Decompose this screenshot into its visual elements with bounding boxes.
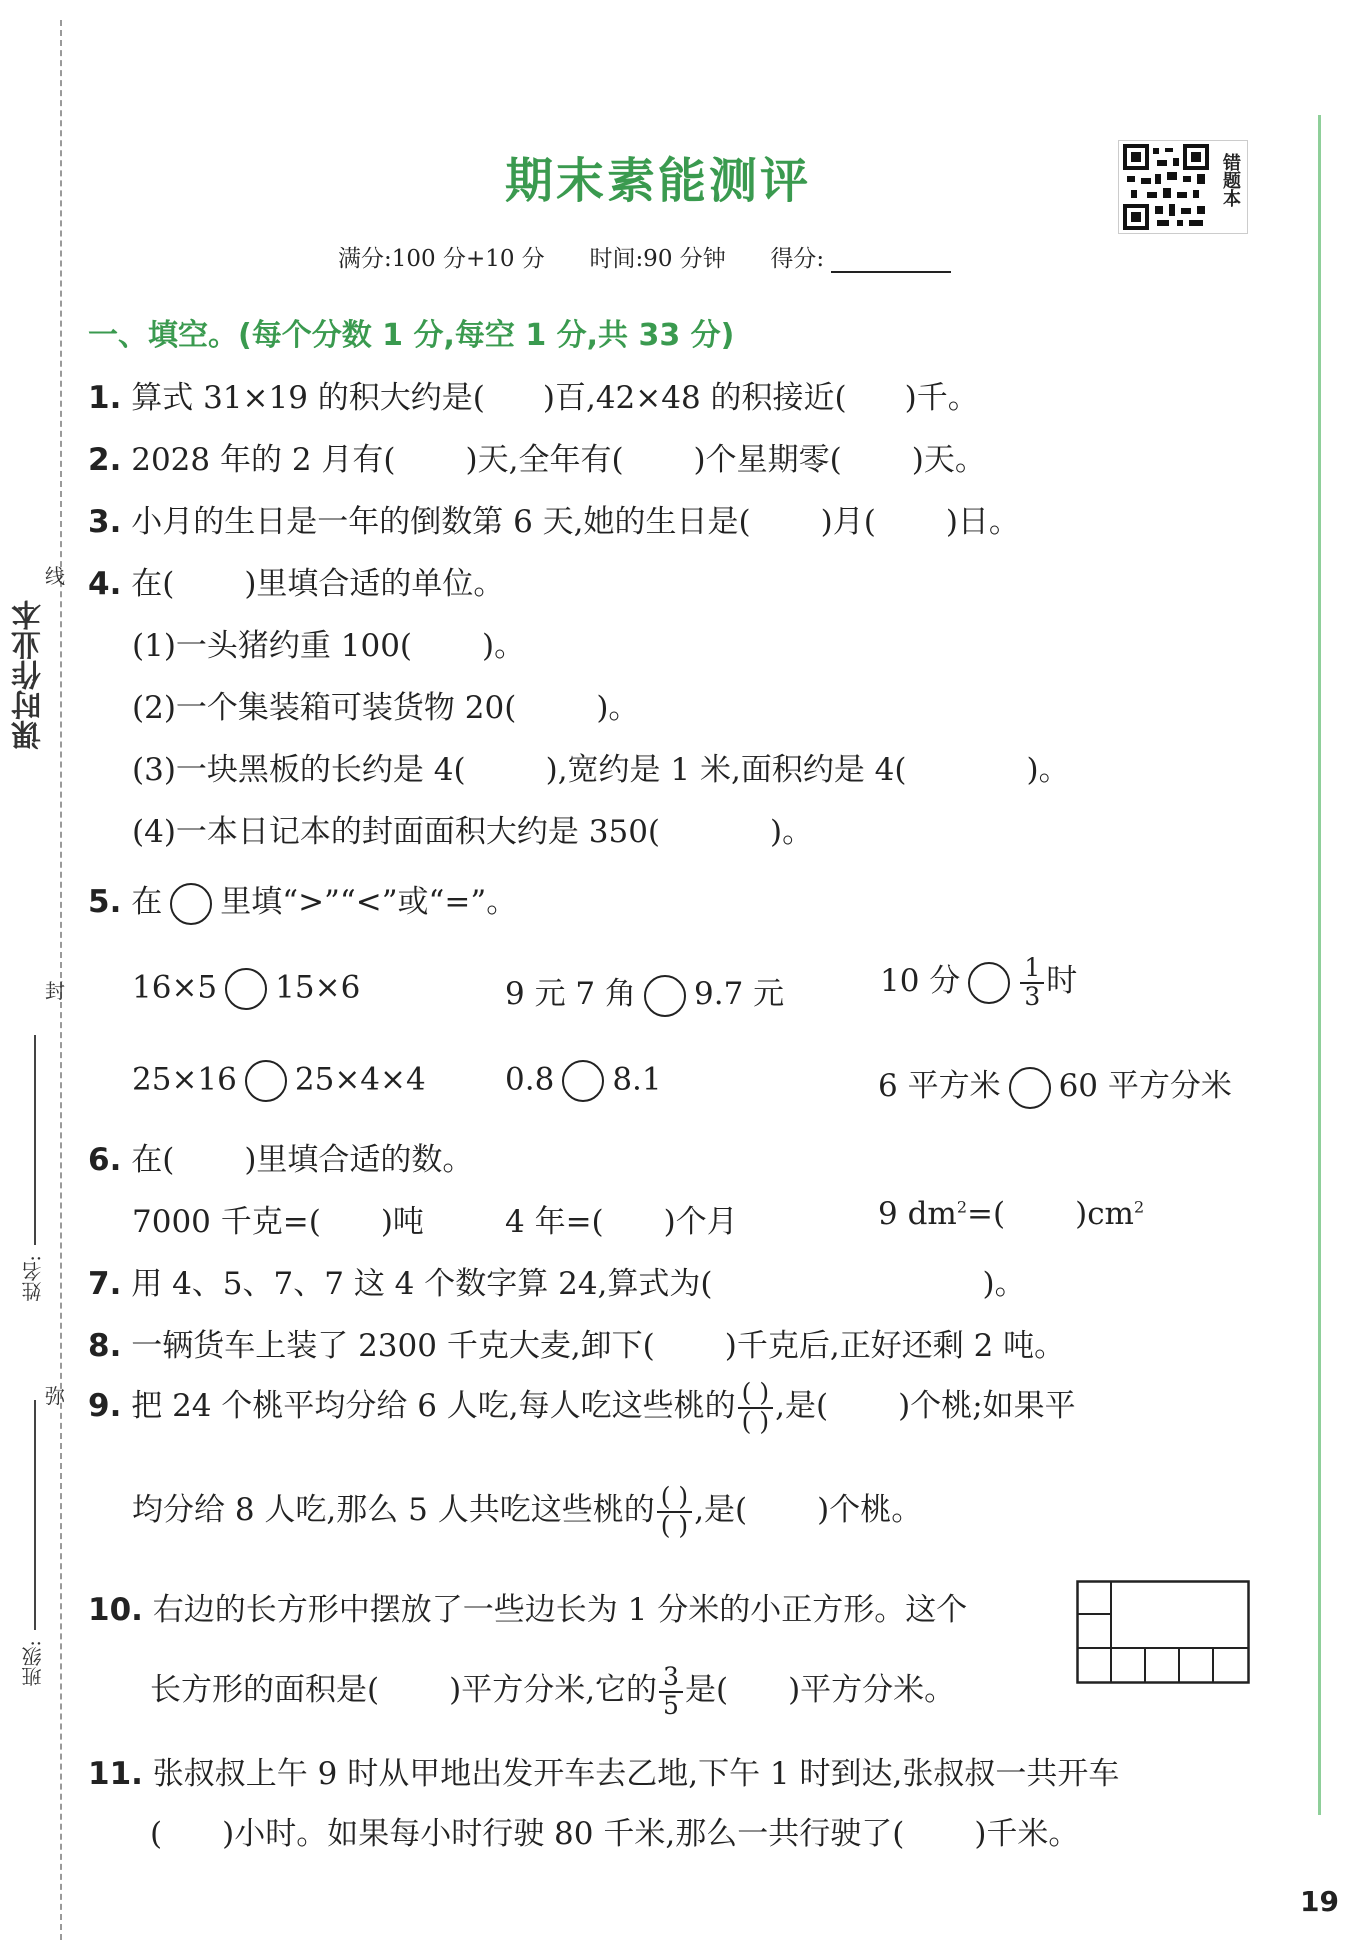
text: 长方形的面积是( bbox=[150, 1672, 380, 1708]
compare-circle[interactable] bbox=[1009, 1067, 1051, 1109]
question-number: 9. bbox=[88, 1388, 122, 1424]
question-number: 1. bbox=[88, 380, 122, 416]
text: 张叔叔上午 9 时从甲地出发开车去乙地,下午 1 时到达,张叔叔一共开车 bbox=[152, 1756, 1120, 1792]
text: =( bbox=[967, 1196, 1006, 1232]
class-label: 班级: bbox=[21, 1640, 45, 1687]
text: )月( bbox=[820, 504, 876, 540]
text: 在( bbox=[131, 1142, 175, 1178]
text: 小月的生日是一年的倒数第 6 天,她的生日是( bbox=[131, 504, 751, 540]
text: ( bbox=[150, 1816, 163, 1852]
text: ),宽约是 1 米,面积约是 4( bbox=[545, 752, 907, 788]
text: 9 元 7 角 bbox=[505, 976, 637, 1012]
text: (3)一块黑板的长约是 4( bbox=[132, 752, 466, 788]
text: )个星期零( bbox=[693, 442, 842, 478]
text: )里填合适的数。 bbox=[244, 1142, 474, 1178]
text: )个月 bbox=[663, 1204, 738, 1240]
superscript: 2 bbox=[1133, 1197, 1145, 1217]
text: ,是( bbox=[694, 1492, 748, 1528]
text: (1)一头猪约重 100( bbox=[132, 628, 413, 664]
text: ,是( bbox=[775, 1388, 829, 1424]
text: )千。 bbox=[904, 380, 979, 416]
question-number: 6. bbox=[88, 1142, 122, 1178]
numerator: ( ) bbox=[741, 1378, 770, 1408]
side-line-label: 线 bbox=[45, 564, 65, 588]
question-number: 2. bbox=[88, 442, 122, 478]
question-3 bbox=[88, 496, 1020, 541]
text: 用 4、5、7、7 这 4 个数字算 24,算式为( bbox=[131, 1266, 713, 1302]
text: 6 平方米 bbox=[878, 1068, 1001, 1104]
compare-item bbox=[132, 968, 360, 1010]
name-line bbox=[34, 1035, 36, 1245]
text: )天,全年有( bbox=[465, 442, 624, 478]
question-1 bbox=[88, 372, 979, 417]
text: 9 dm bbox=[878, 1196, 957, 1232]
question-number: 3. bbox=[88, 504, 122, 540]
section-title: 一、填空。(每个分数 1 分,每空 1 分,共 33 分) bbox=[88, 318, 735, 353]
class-line bbox=[34, 1400, 36, 1630]
rectangle-grid-figure bbox=[1076, 1580, 1252, 1686]
text: 里填“>”“<”或“=”。 bbox=[220, 884, 518, 920]
score-field[interactable] bbox=[831, 247, 951, 273]
denominator: 3 bbox=[1020, 982, 1044, 1010]
question-number: 11. bbox=[88, 1756, 143, 1792]
question-9 bbox=[88, 1380, 1076, 1435]
compare-item bbox=[132, 1060, 426, 1102]
compare-circle[interactable] bbox=[562, 1060, 604, 1102]
text: )平方分米。 bbox=[788, 1672, 956, 1708]
text: )个桃;如果平 bbox=[898, 1388, 1076, 1424]
qr-code[interactable] bbox=[1118, 140, 1248, 234]
text: 一辆货车上装了 2300 千克大麦,卸下( bbox=[131, 1328, 655, 1364]
question-4 bbox=[88, 558, 504, 603]
question-8 bbox=[88, 1320, 1065, 1365]
text: )吨 bbox=[380, 1204, 424, 1240]
full-score: 满分:100 分+10 分 bbox=[338, 246, 545, 272]
text: (4)一本日记本的封面面积大约是 350( bbox=[132, 814, 661, 850]
text: )里填合适的单位。 bbox=[244, 566, 505, 602]
text: 4 年=( bbox=[505, 1204, 604, 1240]
text: )。 bbox=[982, 1266, 1026, 1302]
name-label: 姓名: bbox=[21, 1255, 45, 1302]
fraction bbox=[1020, 955, 1044, 1010]
question-11-line-2 bbox=[150, 1808, 1079, 1853]
text: 10 分 bbox=[880, 963, 961, 999]
question-4-sub-3 bbox=[132, 744, 1070, 789]
conversion-item bbox=[132, 1196, 424, 1241]
text: 右边的长方形中摆放了一些边长为 1 分米的小正方形。这个 bbox=[152, 1592, 968, 1628]
text: )天。 bbox=[911, 442, 986, 478]
text: )。 bbox=[770, 814, 814, 850]
question-9-line-2 bbox=[132, 1484, 922, 1539]
text: 25×16 bbox=[132, 1061, 237, 1098]
header-info bbox=[338, 240, 951, 273]
text: )日。 bbox=[945, 504, 1020, 540]
text: )个桃。 bbox=[817, 1492, 923, 1528]
fraction-blank[interactable] bbox=[738, 1380, 773, 1435]
numerator: 3 bbox=[663, 1662, 679, 1692]
numerator: ( ) bbox=[660, 1482, 689, 1512]
question-7 bbox=[88, 1258, 1026, 1303]
text: 9.7 元 bbox=[694, 976, 785, 1012]
question-10 bbox=[88, 1584, 967, 1629]
qr-label: 错题本 bbox=[1220, 153, 1241, 207]
conversion-item bbox=[878, 1196, 1144, 1232]
question-number: 4. bbox=[88, 566, 122, 602]
text: 2028 年的 2 月有( bbox=[131, 442, 396, 478]
brand-label: 课时作业本 bbox=[12, 600, 47, 750]
text: )百,42×48 的积接近( bbox=[542, 380, 847, 416]
compare-item bbox=[880, 955, 1077, 1010]
denominator: ( ) bbox=[738, 1407, 773, 1435]
superscript: 2 bbox=[956, 1197, 968, 1217]
question-5 bbox=[88, 876, 517, 925]
time-limit: 时间:90 分钟 bbox=[589, 246, 726, 272]
side-seal-label: 封 bbox=[45, 979, 65, 1003]
compare-circle[interactable] bbox=[225, 968, 267, 1010]
fraction bbox=[659, 1664, 683, 1719]
text: 时 bbox=[1046, 963, 1078, 999]
text: 在( bbox=[131, 566, 175, 602]
question-number: 7. bbox=[88, 1266, 122, 1302]
conversion-item bbox=[505, 1196, 738, 1241]
question-6 bbox=[88, 1134, 473, 1179]
text: 是( bbox=[684, 1672, 729, 1708]
compare-circle[interactable] bbox=[170, 883, 212, 925]
qr-code-icon bbox=[1121, 142, 1211, 232]
text: 8.1 bbox=[612, 1061, 662, 1098]
text: 在 bbox=[131, 884, 163, 920]
page-number: 19 bbox=[1300, 1885, 1339, 1918]
text: )平方分米,它的 bbox=[449, 1672, 658, 1708]
text: )。 bbox=[482, 628, 526, 664]
text: 60 平方分米 bbox=[1058, 1068, 1232, 1104]
compare-item bbox=[505, 1060, 662, 1102]
question-4-sub-4 bbox=[132, 806, 813, 851]
right-green-edge bbox=[1318, 115, 1321, 1815]
text: 25×4×4 bbox=[294, 1061, 426, 1098]
text: 均分给 8 人吃,那么 5 人共吃这些桃的 bbox=[132, 1492, 655, 1528]
fraction-blank[interactable] bbox=[657, 1484, 692, 1539]
text: 算式 31×19 的积大约是( bbox=[131, 380, 485, 416]
compare-item bbox=[878, 1060, 1232, 1109]
compare-item bbox=[505, 968, 784, 1017]
text: 7000 千克=( bbox=[132, 1204, 321, 1240]
text: 把 24 个桃平均分给 6 人吃,每人吃这些桃的 bbox=[131, 1388, 736, 1424]
text: 15×6 bbox=[275, 969, 361, 1006]
question-11 bbox=[88, 1748, 1119, 1793]
question-4-sub-2 bbox=[132, 682, 639, 727]
text: )。 bbox=[596, 690, 640, 726]
text: 0.8 bbox=[505, 1061, 555, 1098]
page-title: 期末素能测评 bbox=[505, 153, 812, 209]
question-2 bbox=[88, 434, 986, 479]
score-label: 得分: bbox=[770, 246, 825, 272]
text: )千米。 bbox=[974, 1816, 1080, 1852]
question-number: 10. bbox=[88, 1592, 143, 1628]
denominator: 5 bbox=[659, 1691, 683, 1719]
text: )小时。如果每小时行驶 80 千米,那么一共行驶了( bbox=[222, 1816, 905, 1852]
text: 16×5 bbox=[132, 969, 218, 1006]
question-4-sub-1 bbox=[132, 620, 525, 665]
compare-circle[interactable] bbox=[245, 1060, 287, 1102]
text: (2)一个集装箱可装货物 20( bbox=[132, 690, 517, 726]
compare-circle[interactable] bbox=[968, 962, 1010, 1004]
question-number: 8. bbox=[88, 1328, 122, 1364]
text: )千克后,正好还剩 2 吨。 bbox=[724, 1328, 1066, 1364]
question-10-line-2 bbox=[150, 1664, 955, 1719]
text: )cm bbox=[1075, 1196, 1134, 1232]
text: )。 bbox=[1026, 752, 1070, 788]
question-number: 5. bbox=[88, 884, 122, 920]
numerator: 1 bbox=[1024, 953, 1041, 983]
denominator: ( ) bbox=[657, 1511, 692, 1539]
compare-circle[interactable] bbox=[644, 975, 686, 1017]
side-seal2-label: 弥 bbox=[45, 1384, 65, 1408]
